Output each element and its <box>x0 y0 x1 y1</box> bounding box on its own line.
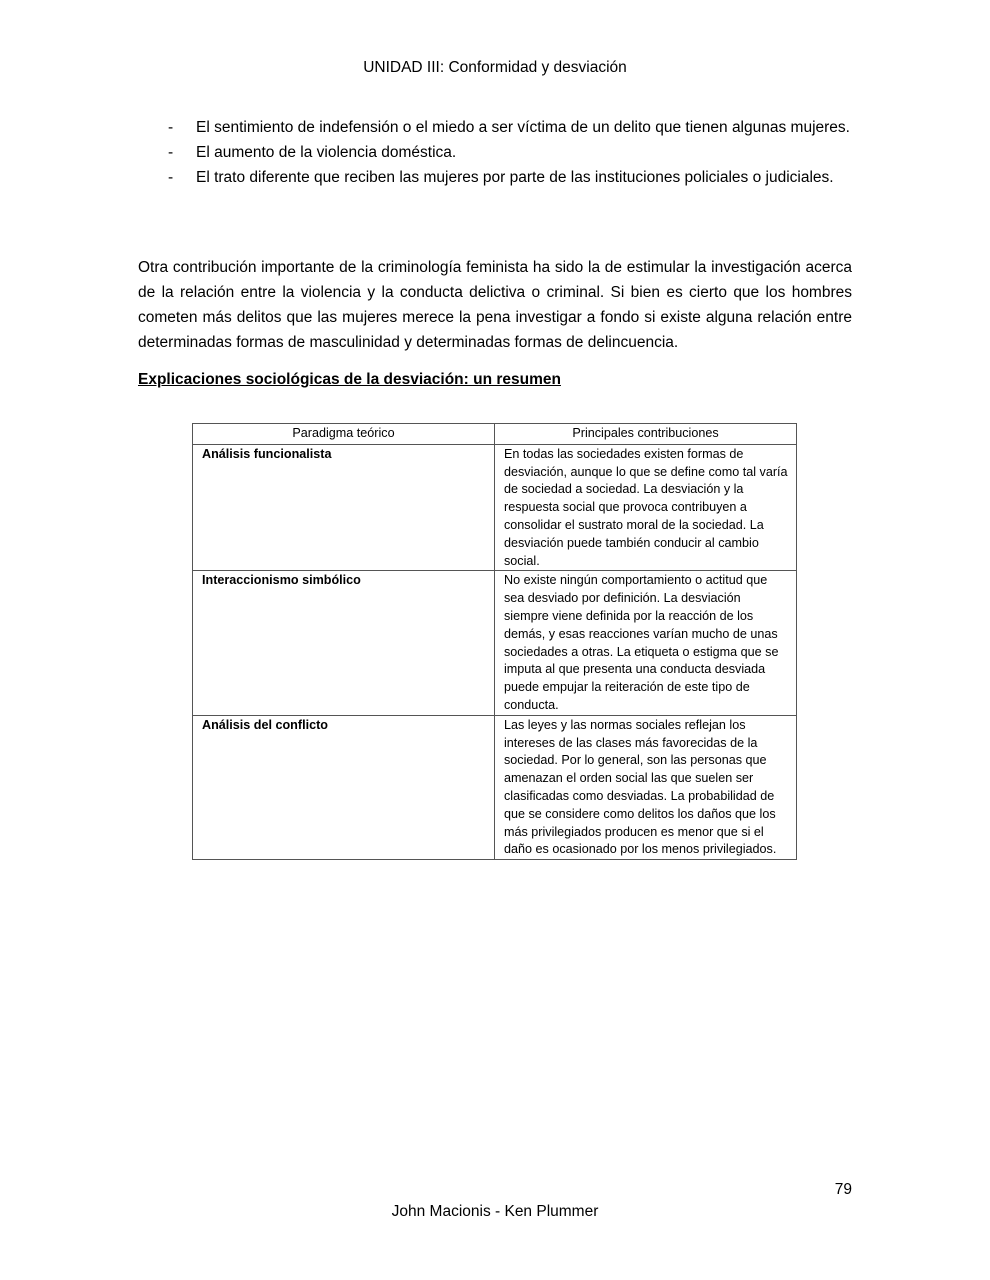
column-header-paradigm: Paradigma teórico <box>193 424 495 445</box>
bullet-dash: - <box>168 119 174 136</box>
summary-table <box>192 423 797 860</box>
body-paragraph: Otra contribución importante de la criminología feminista ha sido la de estimular la investigación acerca de la relación entre la violencia y la conducta delictiva o criminal. Si bien es cierto que los hombres cometen más delitos que las mujeres merece la pena investigar a fondo si existe alguna relación entre determinadas formas de masculinidad y determinadas formas de delincuencia. <box>138 259 852 351</box>
paradigm-cell: Interaccionismo simbólico <box>193 571 495 715</box>
contribution-cell: Las leyes y las normas sociales reflejan los intereses de las clases más favorecidas de la sociedad. Por lo general, son las personas que amenazan el orden social las que suelen ser clasificadas como desviadas. La probabilidad de que se considere como delitos los daños que los más privilegiados producen es menor que si el daño es ocasionado por los menos privilegiados. <box>495 715 797 859</box>
table-row <box>193 571 797 715</box>
bullet-dash: - <box>168 144 174 161</box>
list-item <box>138 115 852 140</box>
table-header-row <box>193 424 797 445</box>
bullet-dash: - <box>168 169 174 186</box>
list-item-text: El aumento de la violencia doméstica. <box>196 144 457 161</box>
list-item <box>138 140 852 165</box>
table-row <box>193 444 797 571</box>
page-number: 79 <box>834 1181 852 1198</box>
list-item-text: El sentimiento de indefensión o el miedo a ser víctima de un delito que tienen algunas mujeres. <box>196 119 850 136</box>
page-footer: John Macionis - Ken Plummer <box>391 1203 599 1220</box>
bullet-list <box>138 115 852 190</box>
section-title: Explicaciones sociológicas de la desviación: un resumen <box>138 371 561 388</box>
contribution-cell: En todas las sociedades existen formas de desviación, aunque lo que se define como tal varía de sociedad a sociedad. La desviación y la respuesta social que provoca contribuyen a consolidar el sustrato moral de la sociedad. La desviación puede también conducir al cambio social. <box>495 444 797 571</box>
paradigm-cell: Análisis del conflicto <box>193 715 495 859</box>
page-header: UNIDAD III: Conformidad y desviación <box>363 59 627 76</box>
table-row <box>193 715 797 859</box>
paradigm-cell: Análisis funcionalista <box>193 444 495 571</box>
list-item <box>138 165 852 190</box>
contribution-cell: No existe ningún comportamiento o actitud que sea desviado por definición. La desviación siempre viene definida por la reacción de los demás, y esas reacciones varían mucho de unas sociedades a otras. La etiqueta o estigma que se imputa al que presenta una conducta desviada puede empujar la reiteración de este tipo de conducta. <box>495 571 797 715</box>
list-item-text: El trato diferente que reciben las mujeres por parte de las instituciones policiales o judiciales. <box>196 169 834 186</box>
column-header-contributions: Principales contribuciones <box>495 424 797 445</box>
